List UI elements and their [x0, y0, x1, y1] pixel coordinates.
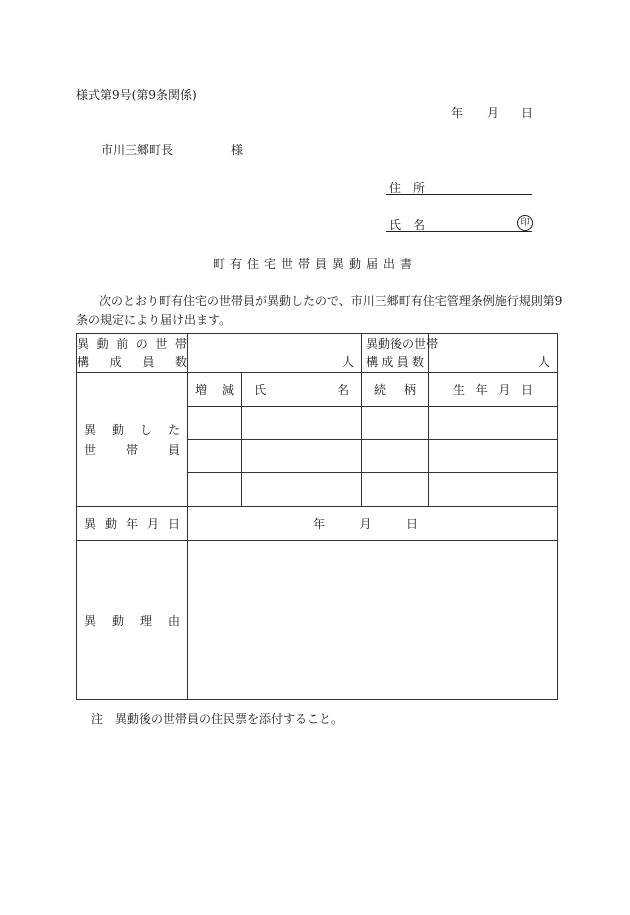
member-birthdate-cell[interactable] — [429, 473, 558, 507]
member-name-cell[interactable] — [242, 440, 362, 473]
column-header-birthdate: 生 年 月 日 — [429, 373, 558, 407]
after-count-field[interactable] — [429, 334, 558, 373]
document-title: 町有住宅世帯員異動届出書 — [212, 257, 417, 271]
name-label-2: 名 — [413, 218, 426, 232]
change-date-year: 年 — [313, 517, 326, 531]
before-count-unit: 人 — [341, 355, 354, 369]
member-change-cell[interactable] — [188, 407, 242, 440]
change-date-day: 日 — [405, 517, 418, 531]
body-line-1: 次のとおり町有住宅の世帯員が異動したので、市川三郷町有住宅管理条例施行規則第9 — [99, 294, 563, 308]
member-change-cell[interactable] — [188, 473, 242, 507]
body-line-2: 条の規定により届け出ます。 — [76, 313, 232, 327]
member-relation-cell[interactable] — [362, 473, 429, 507]
before-count-field[interactable] — [188, 334, 362, 373]
addressee-honorific: 様 — [231, 143, 244, 157]
change-reason-label: 異 動 理 由 — [77, 541, 188, 700]
name-input-line[interactable] — [386, 216, 532, 232]
changed-members-label: 異 動 し た 世 帯 員 — [77, 373, 188, 507]
column-header-name: 氏 名 — [242, 373, 362, 407]
form-number: 様式第9号(第9条関係) — [76, 88, 197, 102]
date-day-label: 日 — [521, 106, 534, 120]
member-relation-cell[interactable] — [362, 407, 429, 440]
address-input-line[interactable] — [386, 179, 532, 195]
address-label-1: 住 — [389, 181, 402, 195]
name-label-1: 氏 — [389, 218, 402, 232]
change-date-label: 異 動 年 月 日 — [77, 507, 188, 541]
seal-mark: 印 — [517, 215, 533, 231]
column-header-change: 増 減 — [188, 373, 242, 407]
date-month-label: 月 — [487, 106, 500, 120]
member-name-cell[interactable] — [242, 473, 362, 507]
change-date-month: 月 — [359, 517, 372, 531]
footnote: 注 異動後の世帯員の住民票を添付すること。 — [91, 712, 344, 726]
member-birthdate-cell[interactable] — [429, 440, 558, 473]
change-reason-field[interactable] — [188, 541, 558, 700]
after-count-unit: 人 — [537, 355, 550, 369]
member-relation-cell[interactable] — [362, 440, 429, 473]
member-birthdate-cell[interactable] — [429, 407, 558, 440]
member-change-cell[interactable] — [188, 440, 242, 473]
before-count-label: 異 動 前 の 世 帯 構 成 員 数 — [77, 334, 188, 373]
date-year-label: 年 — [451, 106, 464, 120]
addressee-name: 市川三郷町長 — [101, 143, 174, 157]
column-header-relation: 続 柄 — [362, 373, 429, 407]
change-date-field[interactable] — [188, 507, 558, 541]
after-count-label: 異 動 後 の 世 帯 構 成 員 数 — [362, 334, 429, 373]
change-form-table — [76, 333, 558, 700]
address-label-2: 所 — [413, 181, 426, 195]
member-name-cell[interactable] — [242, 407, 362, 440]
